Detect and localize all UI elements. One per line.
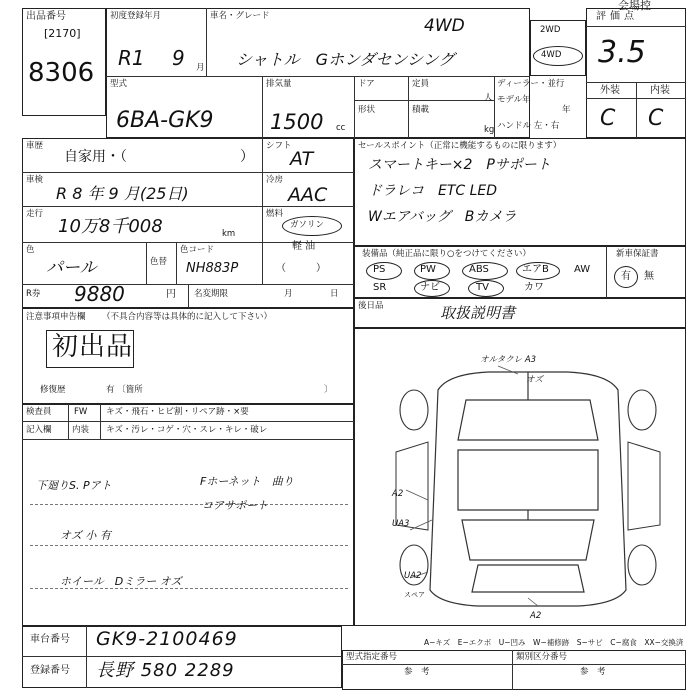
wheels: [400, 390, 656, 585]
fuel-other: （ ）: [276, 263, 326, 274]
drive-2wd: 2WD: [540, 25, 561, 35]
diag-ua3: UA3: [392, 519, 410, 529]
repair-close: 〕: [324, 385, 333, 395]
history-value: 自家用・（: [64, 149, 127, 165]
equipment-label: 装備品（純正品に限り○をつけてください）: [362, 249, 531, 259]
recycle-value: 9880: [74, 282, 125, 306]
color-code-value: NH883P: [186, 261, 239, 276]
lot-label: 出品番号: [26, 11, 66, 22]
warranty-no: 無: [644, 271, 654, 282]
reg-no-label: 登録番号: [30, 665, 70, 676]
month-unit: 月: [196, 63, 205, 73]
shift-value: AT: [290, 148, 314, 170]
equip-aw: AW: [574, 264, 591, 275]
notice-note: （不具合内容等は具体的に記入して下さい）: [102, 312, 273, 322]
damage-legend: A−キズ E−エクボ U−凹み W−補修跡 S−サビ C−腐食 XX−交換済: [424, 638, 684, 647]
rear-seat-value: 取扱説明書: [440, 304, 516, 322]
repair-value: 有 〔箇所: [106, 385, 143, 395]
history-label: 車歴: [26, 141, 44, 151]
repair-label: 修復歴: [40, 385, 66, 395]
inspector-label-1: 検査員: [26, 407, 52, 417]
inspector-interior: 内装: [72, 425, 90, 435]
diag-spare: スペア: [404, 591, 425, 599]
drive-4wd: 4WD: [541, 50, 562, 60]
equip-sr: SR: [373, 282, 387, 293]
history-close: ）: [240, 149, 254, 165]
drive-box: [530, 20, 586, 76]
equip-airbag: エアB: [522, 264, 549, 275]
month-label: 月: [284, 289, 293, 299]
name-change-label: 名変期限: [194, 289, 229, 299]
diag-oz: オズ: [526, 375, 543, 385]
venue-stamp: 会場控: [618, 0, 651, 12]
body-label: 形状: [358, 105, 376, 115]
kg-unit: kg: [484, 125, 495, 135]
class-label: 類別区分番号: [516, 652, 568, 662]
inspector-interior-items: キズ・汚レ・コゲ・穴・スレ・キレ・破レ: [106, 425, 268, 435]
fuel-diesel: 軽 油: [292, 241, 316, 252]
type-label: 型式: [110, 79, 128, 89]
handle-label: ハンドル 左・右: [497, 121, 560, 131]
person-unit: 人: [484, 93, 493, 103]
score-value: 3.5: [598, 35, 646, 70]
recycle-label: R券: [26, 289, 41, 299]
equip-abs: ABS: [469, 264, 489, 275]
year-unit: 年: [562, 105, 571, 115]
displacement-value: 1500: [270, 110, 324, 134]
load-label: 積載: [412, 105, 430, 115]
diag-a2-bottom: A2: [530, 611, 542, 621]
ac-label: 冷房: [266, 175, 284, 185]
drive-note: 4WD: [424, 16, 465, 36]
inspector-label-2: 記入欄: [26, 425, 52, 435]
interior-grade: C: [648, 106, 664, 131]
reg-year-value: R1: [118, 46, 145, 70]
reg-month-value: 9: [172, 46, 185, 70]
equip-pw: PW: [420, 264, 436, 275]
color-value: パール: [46, 258, 97, 278]
cc-unit: cc: [336, 123, 346, 133]
warranty-label: 新車保証書: [616, 249, 659, 259]
fuel-label: 燃料: [266, 209, 284, 219]
diag-a2-left: A2: [392, 489, 404, 499]
note-core-support: コアサポート: [202, 499, 268, 512]
chassis-label: 車台番号: [30, 634, 70, 645]
lot-code: [2170]: [44, 27, 81, 40]
warranty-yes: 有: [621, 271, 631, 282]
day-label: 日: [330, 289, 339, 299]
model-grade-label: 車名・グレード: [210, 11, 270, 21]
dealer-label: ディーラー・並行: [497, 79, 565, 89]
reg-no-value: 長野 580 2289: [96, 660, 235, 681]
mileage-label: 走行: [26, 209, 44, 219]
selling-label: セールスポイント（正常に機能するものに限ります）: [358, 141, 562, 151]
selling-line-3: Wエアバッグ Bカメラ: [368, 209, 517, 225]
inspection-label: 車検: [26, 175, 44, 185]
color-code-label: 色コード: [180, 245, 215, 255]
score-label: 評価点: [596, 11, 638, 22]
diag-alternator: オルタクレ A3: [480, 355, 537, 365]
displacement-label: 排気量: [266, 79, 292, 89]
ref-label-2: 参 考: [580, 667, 606, 677]
cert-label: 型式指定番号: [346, 652, 398, 662]
chassis-value: GK9-2100469: [96, 628, 238, 650]
rear-seat-label: 後日品: [358, 301, 384, 311]
reg-year-label: 初度登録年月: [110, 11, 162, 21]
inspection-value: R 8 年 9 月(25日): [56, 184, 189, 203]
capacity-label: 定員: [412, 79, 430, 89]
ac-value: AAC: [288, 184, 328, 206]
inspector-fw: FW: [74, 407, 88, 417]
km-unit: km: [222, 229, 236, 239]
note-front-frame: Fホーネット 曲り: [200, 475, 294, 488]
interior-label: 内装: [650, 85, 670, 96]
notice-label: 注意事項申告欄: [26, 312, 86, 322]
equip-navi: ナビ: [420, 282, 440, 293]
color-label: 色: [26, 245, 35, 255]
diag-ua2: UA2: [404, 571, 422, 581]
leader-lines: [406, 366, 538, 606]
inspector-fw-items: キズ・飛石・ヒビ割・リペア跡・×要: [106, 407, 249, 417]
model-name: シャトル Gホンダセンシング: [236, 50, 455, 69]
inspector-box: [22, 404, 354, 626]
door-label: ドア: [358, 79, 375, 89]
exterior-label: 外装: [600, 85, 620, 96]
car-outline: [430, 372, 626, 606]
mileage-value: 10万8千008: [58, 216, 163, 237]
selling-line-2: ドラレコ ETC LED: [368, 183, 498, 199]
note-underbody: 下廻りS. Pアト: [36, 479, 112, 492]
equip-tv: TV: [476, 282, 489, 293]
equip-ps: PS: [373, 264, 386, 275]
type-value: 6BA-GK9: [116, 108, 214, 133]
model-year-label: モデル年: [497, 95, 531, 105]
rear-seat-box: [354, 298, 686, 328]
selling-line-1: スマートキー×2 Pサポート: [368, 157, 551, 173]
note-small: オズ 小 有: [60, 529, 111, 542]
notice-value: 初出品: [52, 332, 134, 362]
shift-label: シフト: [266, 141, 292, 151]
exterior-grade: C: [600, 106, 616, 131]
equip-leather: カワ: [524, 282, 544, 293]
color-swap-label: 色替: [150, 257, 168, 267]
note-wheel-mirror: ホイール Dミラー オズ: [60, 575, 182, 588]
ref-label: 参 考: [404, 667, 430, 677]
lot-number: 8306: [28, 58, 95, 88]
yen-unit: 円: [166, 289, 176, 300]
fuel-gas: ガソリン: [290, 220, 325, 230]
car-diagram: [388, 360, 668, 610]
